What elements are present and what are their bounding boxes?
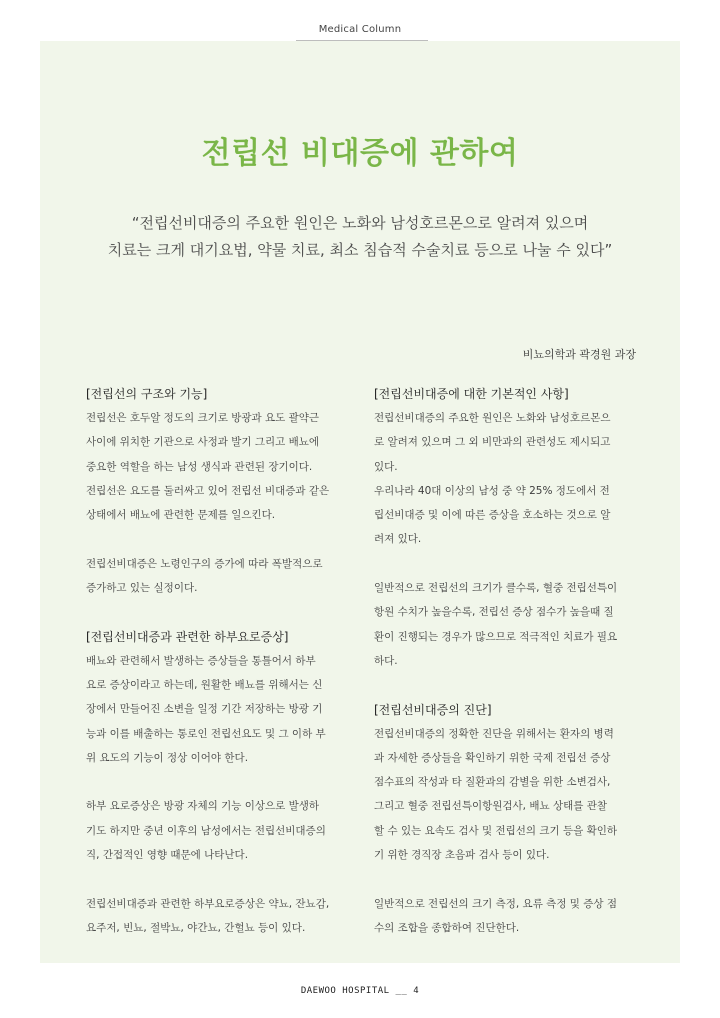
text-line: 환이 진행되는 경우가 많으므로 적극적인 치료가 필요	[374, 630, 618, 643]
spacer	[86, 867, 350, 891]
text-line: 위 요도의 기능이 정상 이어야 한다.	[86, 751, 249, 764]
text-line: 우리나라 40대 이상의 남성 중 약 25% 정도에서 전	[374, 484, 610, 497]
paragraph	[374, 722, 638, 868]
paragraph	[374, 576, 638, 673]
spacer	[86, 770, 350, 794]
paragraph	[86, 794, 350, 867]
text-line: 기도 하지만 중년 이후의 남성에서는 전립선비대증의	[86, 824, 326, 837]
paragraph	[86, 649, 350, 770]
text-line: 로 알려져 있으며 그 외 비만과의 관련성도 제시되고	[374, 436, 611, 449]
text-line: 장에서 만들어진 소변을 일정 기간 저장하는 방광 기	[86, 703, 323, 716]
text-line: 상태에서 배뇨에 관련한 문제를 일으킨다.	[86, 509, 276, 522]
text-line: 전립선비대증은 노령인구의 증가에 따라 폭발적으로	[86, 557, 323, 570]
page-footer: DAEWOO HOSPITAL __ 4	[300, 986, 420, 996]
text-line: 능과 이를 배출하는 통로인 전립선요도 및 그 이하 부	[86, 727, 326, 740]
right-column	[374, 382, 638, 940]
text-line: 요로 증상이라고 하는데, 원활한 배뇨를 위해서는 신	[86, 678, 323, 691]
spacer	[86, 600, 350, 624]
text-line: 증가하고 있는 실정이다.	[86, 582, 198, 595]
text-line: 려져 있다.	[374, 533, 422, 546]
text-line: 과 자세한 증상들을 확인하기 위한 국제 전립선 증상	[374, 751, 611, 764]
section-heading: [전립선비대증에 대한 기본적인 사항]	[374, 387, 569, 401]
text-line: 하부 요로증상은 방광 자체의 기능 이상으로 발생하	[86, 800, 320, 813]
paragraph	[374, 406, 638, 479]
text-line: 중요한 역할을 하는 남성 생식과 관련된 장기이다.	[86, 460, 313, 473]
text-line: 있다.	[374, 460, 398, 473]
section-heading: [전립선비대증의 진단]	[374, 702, 492, 717]
section-heading: [전립선비대증과 관련한 하부요로증상]	[86, 629, 289, 644]
text-line: 전립선비대증과 관련한 하부요로증상은 약뇨, 잔뇨감,	[86, 897, 330, 910]
paragraph	[86, 892, 350, 941]
text-line: 항원 수치가 높을수록, 전립선 증상 점수가 높을때 질	[374, 606, 614, 619]
paragraph	[374, 479, 638, 552]
text-line: 일반적으로 전립선의 크기 측정, 요류 측정 및 증상 점	[374, 897, 618, 910]
text-line: 점수표의 작성과 타 질환과의 감별을 위한 소변검사,	[374, 776, 611, 789]
text-line: 전립선은 호두알 정도의 크기로 방광과 요도 괄약근	[86, 412, 320, 424]
left-column	[86, 382, 350, 940]
text-line: 전립선은 요도를 둘러싸고 있어 전립선 비대증과 같은	[86, 484, 330, 497]
text-line: 기 위한 경직장 초음파 검사 등이 있다.	[374, 849, 550, 862]
paragraph	[374, 892, 638, 941]
header-label: Medical Column	[318, 24, 402, 35]
spacer	[86, 527, 350, 551]
pull-quote-line: 치료는 크게 대기요법, 약물 치료, 최소 침습적 수술치료 등으로 나눌 수 있다”	[107, 241, 613, 259]
text-line: 하다.	[374, 654, 398, 667]
text-line: 요주저, 빈뇨, 절박뇨, 야간뇨, 간헐뇨 등이 있다.	[86, 921, 306, 934]
pull-quote	[60, 210, 660, 264]
spacer	[374, 673, 638, 697]
paragraph	[86, 552, 350, 601]
text-line: 사이에 위치한 기관으로 사정과 발기 그리고 배뇨에	[86, 436, 320, 449]
text-line: 전립선비대증의 주요한 원인은 노화와 남성호르몬으	[374, 412, 611, 424]
text-line: 립선비대증 및 이에 따른 증상을 호소하는 것으로 알	[374, 509, 611, 522]
text-line: 그리고 혈중 전립선특이항원검사, 배뇨 상태를 관찰	[374, 800, 608, 813]
spacer	[374, 867, 638, 891]
spacer	[374, 552, 638, 576]
text-line: 일반적으로 전립선의 크기가 클수록, 혈중 전립선특이	[374, 582, 618, 595]
text-line: 전립선비대증의 정확한 진단을 위해서는 환자의 병력	[374, 727, 614, 740]
author-byline: 비뇨의학과 곽경원 과장	[522, 348, 636, 361]
pull-quote-line: “전립선비대증의 주요한 원인은 노화와 남성호르몬으로 알려져 있으며	[131, 214, 589, 232]
text-line: 할 수 있는 요속도 검사 및 전립선의 크기 등을 확인하	[374, 824, 618, 837]
text-line: 수의 조합을 종합하여 진단한다.	[374, 921, 520, 934]
article-title: 전립선 비대증에 관하여	[201, 136, 519, 171]
paragraph	[86, 406, 350, 479]
section-heading: [전립선의 구조와 기능]	[86, 387, 208, 401]
text-line: 배뇨와 관련해서 발생하는 증상들을 통틀어서 하부	[86, 654, 316, 667]
paragraph	[86, 479, 350, 528]
text-line: 직, 간접적인 영향 때문에 나타난다.	[86, 849, 249, 862]
